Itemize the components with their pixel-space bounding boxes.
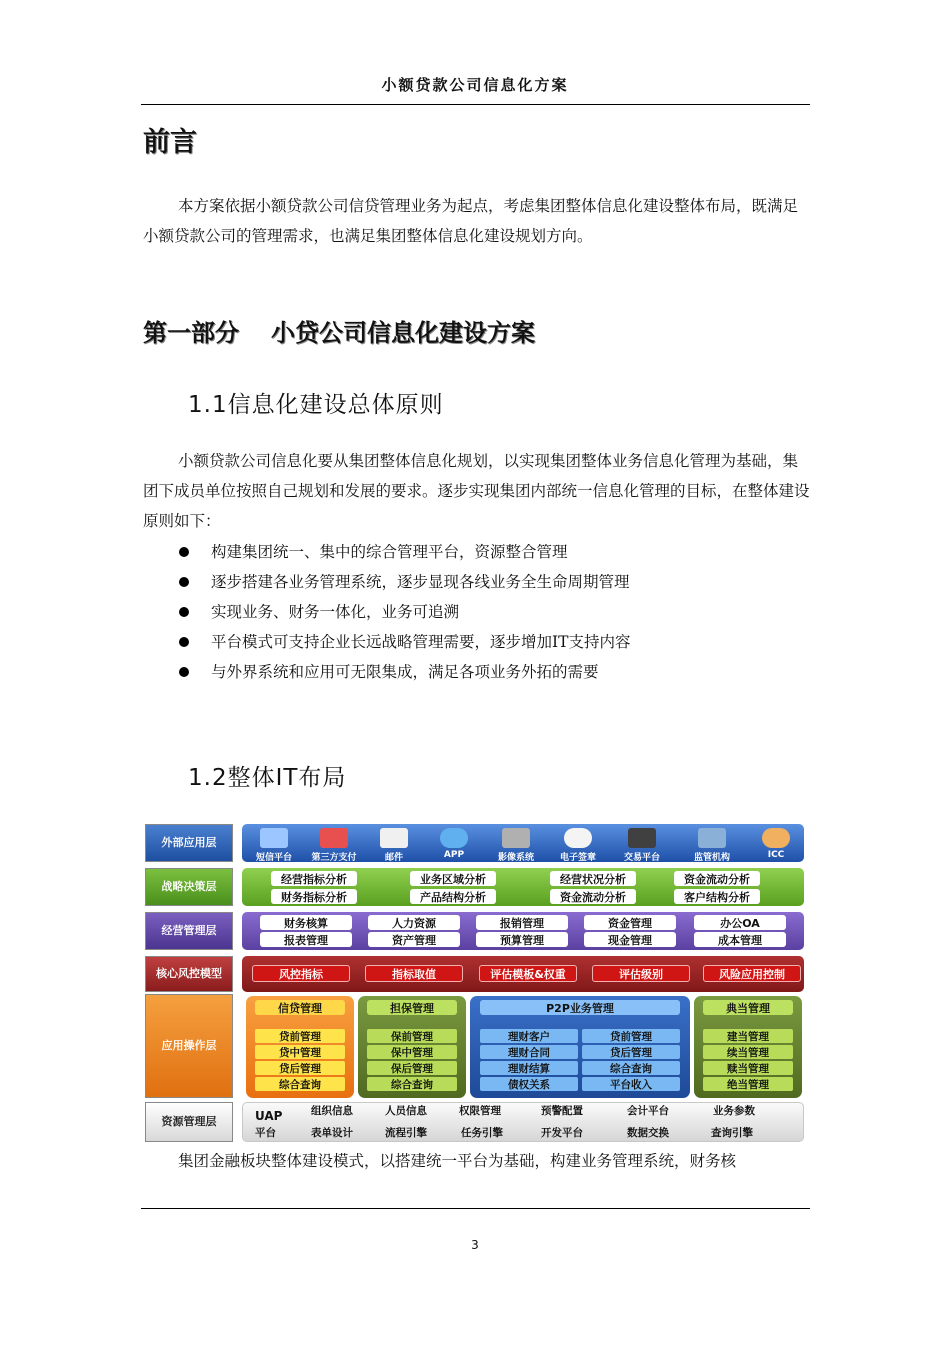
risk-item: 指标取值 [365, 965, 463, 982]
risk-band [242, 956, 804, 992]
strategy-band [242, 868, 804, 906]
app-icon [440, 828, 468, 848]
strategy-item: 经营状况分析 [550, 871, 636, 886]
uap-label: UAP [255, 1109, 283, 1123]
module-cell: 保中管理 [367, 1045, 457, 1059]
strategy-item: 业务区域分析 [410, 871, 496, 886]
p2p-module [470, 996, 690, 1098]
strategy-item: 产品结构分析 [410, 889, 496, 904]
third-party-payment-item: 第三方支付 [306, 826, 362, 862]
scanner-icon [502, 828, 530, 848]
module-cell: 综合查询 [582, 1061, 680, 1075]
resource-item: 数据交换 [627, 1127, 669, 1139]
module-cell: 赎当管理 [703, 1061, 793, 1075]
bullet-icon [179, 547, 189, 557]
list-item: 平台模式可支持企业长远战略管理需要，逐步增加IT支持内容 [178, 627, 630, 657]
list-item: 与外界系统和应用可无限集成，满足各项业务外拓的需要 [178, 657, 630, 687]
resource-item: 查询引擎 [711, 1127, 753, 1139]
strategy-item: 资金流动分析 [674, 871, 760, 886]
operation-item: 财务核算 [260, 915, 352, 930]
layer-label-application: 应用操作层 [145, 994, 233, 1098]
operation-item: 资金管理 [584, 915, 676, 930]
footer-divider [141, 1208, 810, 1209]
risk-item: 风险应用控制 [703, 965, 801, 982]
it-architecture-diagram [145, 822, 804, 1144]
closing-paragraph: 集团金融板块整体建设模式，以搭建统一平台为基础，构建业务管理系统，财务核 [178, 1152, 737, 1170]
module-title: 信贷管理 [255, 1000, 345, 1015]
operation-item: 预算管理 [476, 932, 568, 947]
module-cell: 绝当管理 [703, 1077, 793, 1091]
module-cell: 贷前管理 [582, 1029, 680, 1043]
layer-label-resource: 资源管理层 [145, 1102, 233, 1142]
resource-item: 权限管理 [459, 1105, 501, 1117]
operation-item: 成本管理 [694, 932, 786, 947]
strategy-item: 经营指标分析 [271, 871, 357, 886]
icc-item: ICC [748, 826, 804, 862]
envelope-icon [380, 828, 408, 848]
operation-item: 资产管理 [368, 932, 460, 947]
module-cell: 贷前管理 [255, 1029, 345, 1043]
resource-item: 任务引擎 [461, 1127, 503, 1139]
module-cell: 建当管理 [703, 1029, 793, 1043]
pawn-module [694, 996, 802, 1098]
section-1-1-heading: 1.1信息化建设总体原则 [188, 392, 444, 418]
building-icon [320, 828, 348, 848]
layer-label-operation: 经营管理层 [145, 912, 233, 950]
imaging-system-item: 影像系统 [488, 826, 544, 862]
email-item: 邮件 [366, 826, 422, 862]
resource-item: 业务参数 [713, 1105, 755, 1117]
operation-item: 人力资源 [368, 915, 460, 930]
operation-band [242, 912, 804, 950]
section-1-1-paragraph: 小额贷款公司信息化要从集团整体信息化规划，以实现集团整体业务信息化管理为基础，集团下成员单位按照自己规划和发展的要求。逐步实现集团内部统一信息化管理的目标，在整体建设原则如下： [143, 452, 810, 530]
bullet-icon [179, 667, 189, 677]
module-cell: 平台收入 [582, 1077, 680, 1091]
credit-module [246, 996, 354, 1098]
phone-icon [260, 828, 288, 848]
module-cell: 综合查询 [255, 1077, 345, 1091]
module-cell: 续当管理 [703, 1045, 793, 1059]
layer-label-risk: 核心风控模型 [145, 956, 233, 992]
resource-band [242, 1102, 804, 1142]
section-1-2-heading: 1.2整体IT布局 [188, 765, 347, 791]
page-header-title: 小额贷款公司信息化方案 [381, 76, 569, 94]
bullet-icon [179, 637, 189, 647]
preface-paragraph: 本方案依据小额贷款公司信贷管理业务为起点，考虑集团整体信息化建设整体布局，既满足小额贷款公司的管理需求，也满足集团整体信息化建设规划方向。 [143, 197, 799, 245]
risk-item: 风控指标 [252, 965, 350, 982]
module-title: P2P业务管理 [480, 1000, 680, 1015]
resource-item: 预警配置 [541, 1105, 583, 1117]
module-cell: 理财合同 [480, 1045, 578, 1059]
e-signature-item: 电子签章 [550, 826, 606, 862]
app-item: APP [426, 826, 482, 862]
page-number: 3 [471, 1238, 479, 1252]
layer-label-strategy: 战略决策层 [145, 868, 233, 906]
module-cell: 保后管理 [367, 1061, 457, 1075]
module-cell: 保前管理 [367, 1029, 457, 1043]
module-cell: 贷后管理 [255, 1061, 345, 1075]
module-cell: 贷中管理 [255, 1045, 345, 1059]
operation-item: 报表管理 [260, 932, 352, 947]
regulator-item: 监管机构 [684, 826, 740, 862]
resource-item: 表单设计 [311, 1127, 353, 1139]
screens-icon [628, 828, 656, 848]
risk-item: 评估模板&权重 [479, 965, 577, 982]
office-building-icon [698, 828, 726, 848]
sms-platform-item: 短信平台 [246, 826, 302, 862]
module-cell: 贷后管理 [582, 1045, 680, 1059]
strategy-item: 财务指标分析 [271, 889, 357, 904]
risk-item: 评估级别 [592, 965, 690, 982]
layer-label-external: 外部应用层 [145, 824, 233, 862]
resource-item: 组织信息 [311, 1105, 353, 1117]
preface-heading: 前言 [143, 127, 197, 158]
external-band [242, 824, 804, 862]
operation-item: 办公OA [694, 915, 786, 930]
bullet-icon [179, 577, 189, 587]
guarantee-module [358, 996, 466, 1098]
resource-item: 人员信息 [385, 1105, 427, 1117]
module-cell: 理财结算 [480, 1061, 578, 1075]
module-title: 担保管理 [367, 1000, 457, 1015]
strategy-item: 客户结构分析 [674, 889, 760, 904]
resource-item: 流程引擎 [385, 1127, 427, 1139]
module-cell: 综合查询 [367, 1077, 457, 1091]
person-icon [762, 828, 790, 848]
module-cell: 债权关系 [480, 1077, 578, 1091]
principles-list [178, 537, 630, 687]
list-item: 逐步搭建各业务管理系统，逐步显现各线业务全生命周期管理 [178, 567, 630, 597]
platform-label: 平台 [255, 1127, 276, 1139]
list-item: 构建集团统一、集中的综合管理平台，资源整合管理 [178, 537, 630, 567]
part1-heading: 第一部分 小贷公司信息化建设方案 [143, 319, 535, 347]
resource-item: 会计平台 [627, 1105, 669, 1117]
strategy-item: 资金流动分析 [550, 889, 636, 904]
header-divider [141, 104, 810, 105]
seal-icon [564, 828, 592, 848]
list-item: 实现业务、财务一体化，业务可追溯 [178, 597, 630, 627]
resource-item: 开发平台 [541, 1127, 583, 1139]
module-title: 典当管理 [703, 1000, 793, 1015]
operation-item: 现金管理 [584, 932, 676, 947]
bullet-icon [179, 607, 189, 617]
module-cell: 理财客户 [480, 1029, 578, 1043]
operation-item: 报销管理 [476, 915, 568, 930]
trading-platform-item: 交易平台 [614, 826, 670, 862]
